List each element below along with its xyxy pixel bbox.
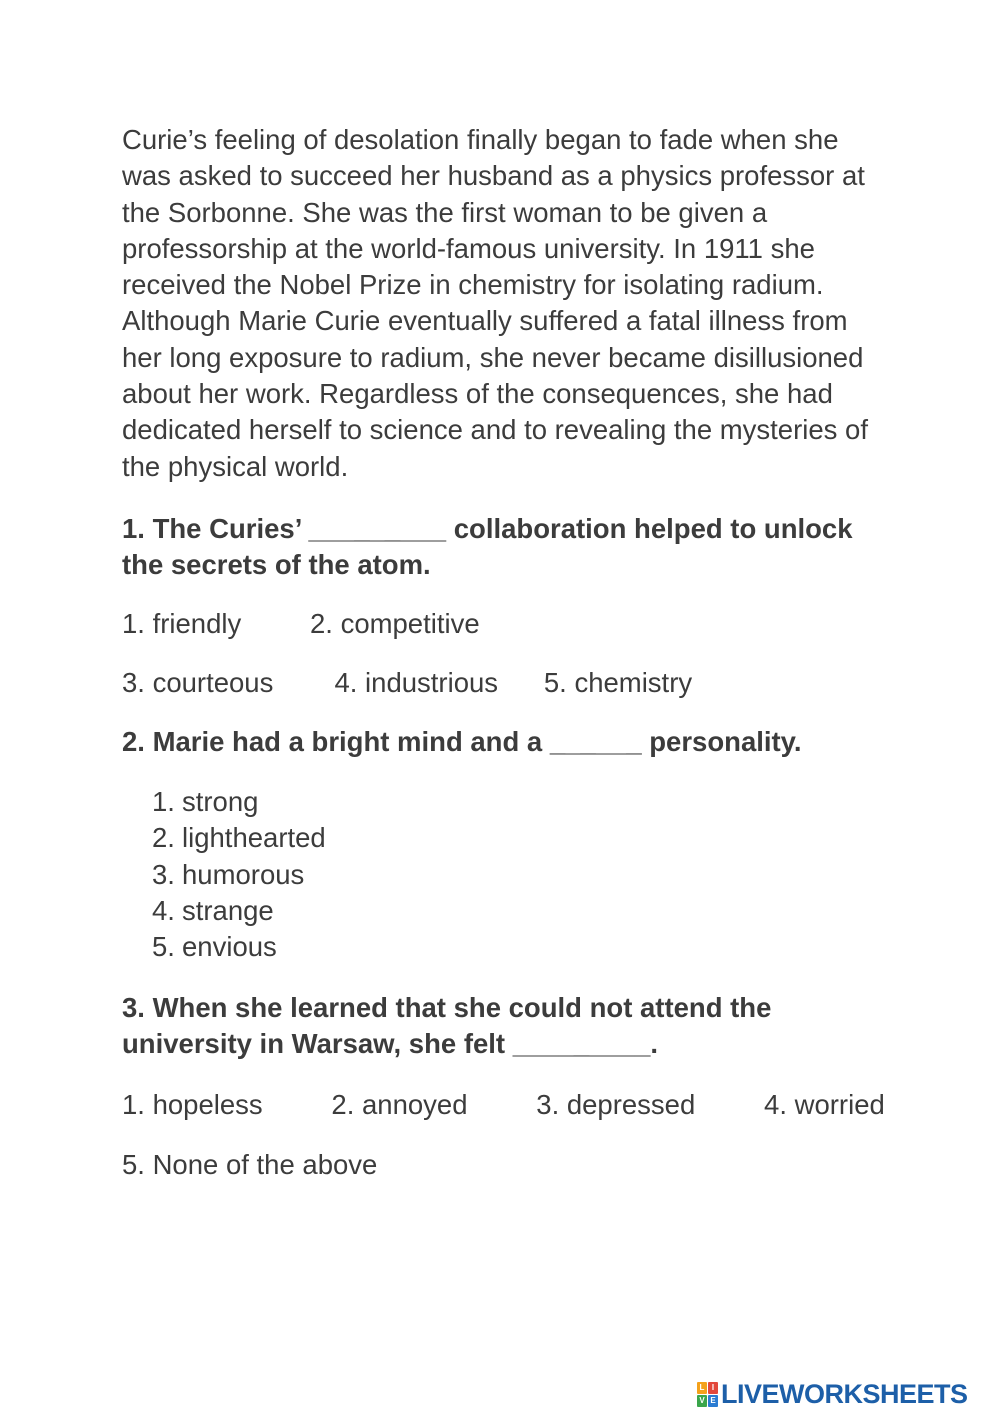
question-2-options xyxy=(122,784,892,965)
question-2-option[interactable]: 1. strong xyxy=(152,786,259,818)
logo-mark-letter: V xyxy=(697,1395,707,1407)
logo-wordmark: LIVEWORKSHEETS xyxy=(721,1379,968,1409)
liveworksheets-logo xyxy=(697,1377,968,1411)
question-3-options-row-1[interactable]: 1. hopeless 2. annoyed 3. depressed 4. worried xyxy=(122,1088,885,1120)
question-3-options-row-2[interactable]: 5. None of the above xyxy=(122,1148,378,1180)
question-2-option[interactable]: 5. envious xyxy=(152,931,277,963)
logo-mark-letter: E xyxy=(708,1395,718,1407)
question-3: 3. When she learned that she could not attend the university in Warsaw, she felt _________. xyxy=(122,991,772,1060)
question-1-options-row-1[interactable]: 1. friendly 2. competitive xyxy=(122,607,480,639)
question-2-option[interactable]: 2. lighthearted xyxy=(152,822,326,854)
worksheet-page xyxy=(122,122,892,1183)
logo-mark-letter: I xyxy=(708,1382,718,1394)
reading-passage: Curie’s feeling of desolation finally began to fade when she was asked to succeed her husband as a physics professor at the Sorbonne. She was the first woman to be given a professorship at the world-famous university. In 1911 she received the Nobel Prize in chemistry for isolating radium. Although Marie Curie eventually suffered a fatal illness from her long exposure to radium, she never became disillusioned about her work. Regardless of the consequences, she had dedicated herself to science and to revealing the mysteries of the physical world. xyxy=(122,124,868,482)
question-2-option[interactable]: 3. humorous xyxy=(152,858,305,890)
logo-mark-letter: L xyxy=(697,1382,707,1394)
question-2-option[interactable]: 4. strange xyxy=(152,894,274,926)
question-2: 2. Marie had a bright mind and a ______ personality. xyxy=(122,725,802,757)
question-1-options-row-2[interactable]: 3. courteous 4. industrious 5. chemistry xyxy=(122,667,693,699)
question-1: 1. The Curies’ _________ collaboration helped to unlock the secrets of the atom. xyxy=(122,512,853,581)
liveworksheets-logo-icon xyxy=(697,1382,718,1407)
